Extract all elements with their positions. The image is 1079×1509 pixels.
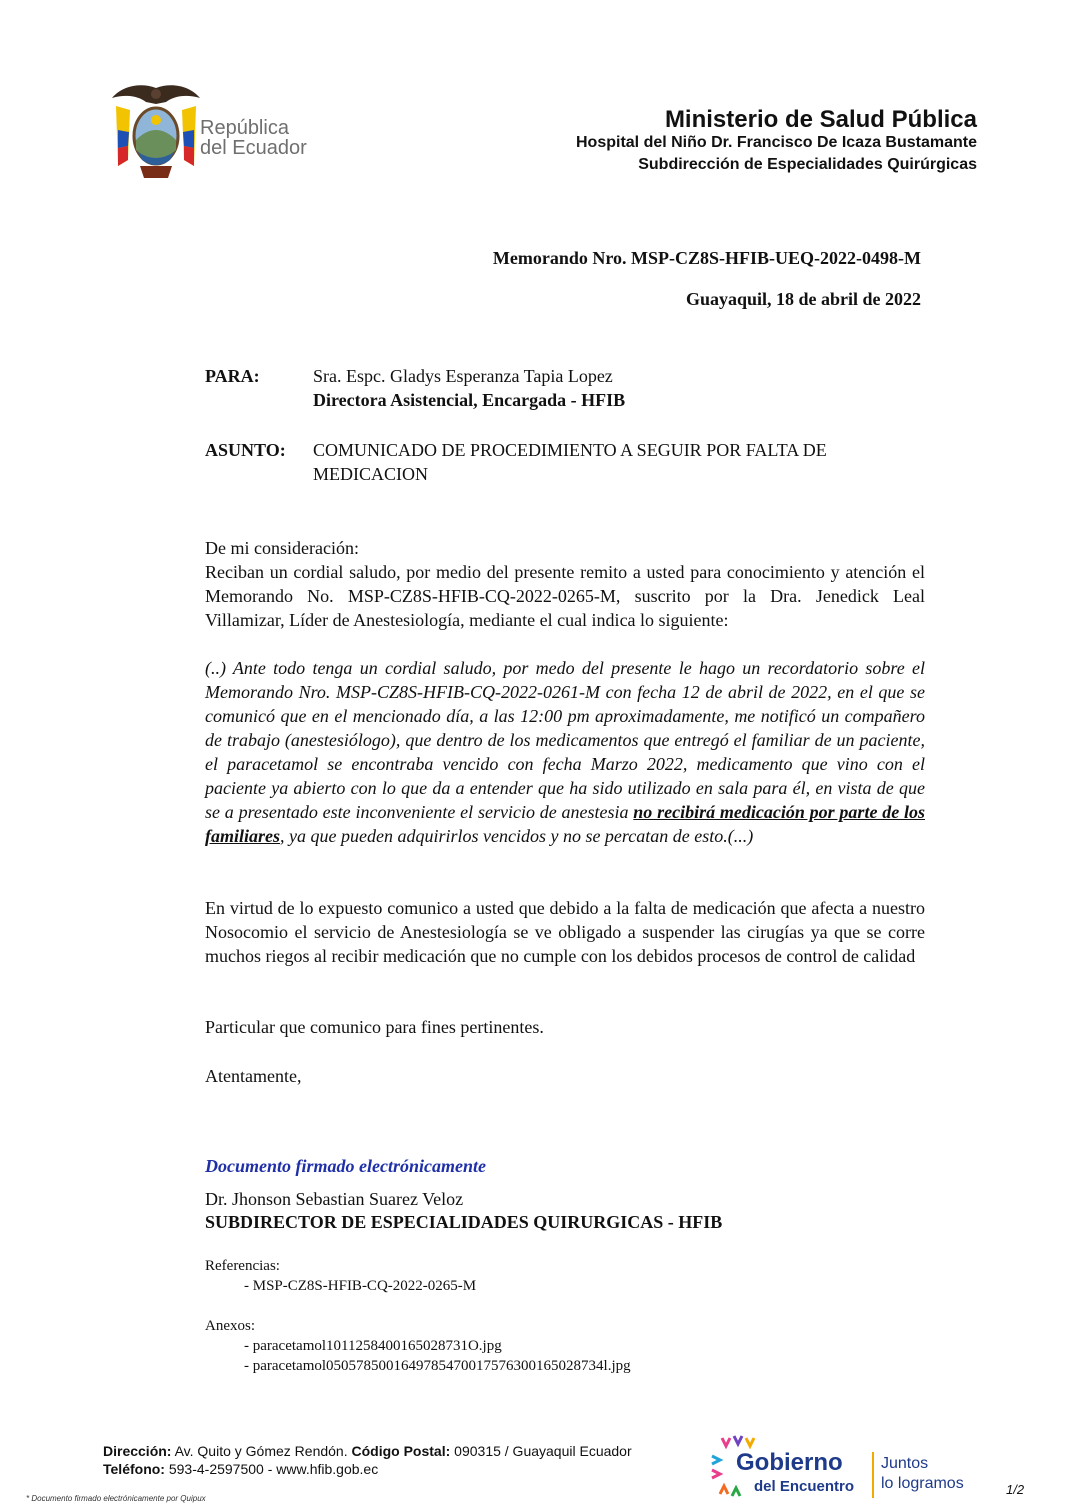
body-intro bbox=[205, 536, 925, 632]
postal-value: 090315 / Guayaquil Ecuador bbox=[454, 1443, 632, 1459]
footer-address bbox=[103, 1442, 632, 1460]
logo-divider bbox=[872, 1452, 874, 1498]
address-label: Dirección: bbox=[103, 1443, 172, 1459]
recipient-name: Sra. Espc. Gladys Esperanza Tapia Lopez bbox=[313, 366, 613, 386]
recipient-block bbox=[313, 364, 913, 412]
postal-label: Código Postal: bbox=[351, 1443, 451, 1459]
country-line-1: República bbox=[200, 117, 289, 139]
intro-paragraph: Reciban un cordial saludo, por medio del presente remito a usted para conocimiento y atención el Memorando No. MSP-CZ8S-HFIB-CQ-2022-0265-M, suscrito por la Dra. Jenedick Leal Villamizar, Líder de Anestesiología, mediante el cual indica lo siguiente: bbox=[205, 562, 925, 630]
footer-phone bbox=[103, 1460, 378, 1478]
phone-label: Teléfono: bbox=[103, 1461, 165, 1477]
gov-slogan-line-2: lo logramos bbox=[881, 1475, 964, 1492]
quoted-memo bbox=[205, 656, 925, 848]
gov-slogan-line-1: Juntos bbox=[881, 1455, 929, 1472]
subject-text: COMUNICADO DE PROCEDIMIENTO A SEGUIR POR FALTA DE MEDICACION bbox=[313, 440, 827, 484]
subdirection-name: Subdirección de Especialidades Quirúrgicas bbox=[638, 156, 977, 173]
country-name bbox=[200, 118, 307, 158]
country-line-2: del Ecuador bbox=[200, 137, 307, 159]
ministry-name: Ministerio de Salud Pública bbox=[664, 106, 977, 133]
hospital-name: Hospital del Niño Dr. Francisco De Icaza Bustamante bbox=[576, 134, 977, 151]
gobierno-del-encuentro-logo bbox=[708, 1434, 978, 1504]
greeting: De mi consideración: bbox=[205, 538, 359, 558]
ecuador-coat-of-arms-icon bbox=[110, 80, 202, 182]
memo-number: Memorando Nro. MSP-CZ8S-HFIB-UEQ-2022-0498-M bbox=[492, 248, 921, 268]
signer-name: Dr. Jhonson Sebastian Suarez Veloz bbox=[205, 1189, 464, 1209]
paragraph-3: Particular que comunico para fines pertinentes. bbox=[205, 1017, 544, 1037]
subject-label: ASUNTO: bbox=[205, 440, 286, 460]
quote-part-2: , ya que pueden adquirirlos vencidos y no se percatan de esto.(...) bbox=[280, 826, 754, 846]
address-value: Av. Quito y Gómez Rendón. bbox=[174, 1443, 348, 1459]
recipient-label: PARA: bbox=[205, 366, 260, 386]
annex-item: - paracetamol1011258400165028731O.jpg bbox=[244, 1338, 502, 1354]
annexes-label: Anexos: bbox=[205, 1318, 255, 1334]
quipux-note: * Documento firmado electrónicamente por Quipux bbox=[26, 1494, 206, 1503]
gov-slogan bbox=[881, 1454, 964, 1494]
quote-emphasis: no recibirá medicación por parte de los familiares bbox=[205, 802, 925, 846]
phone-value: 593-4-2597500 - www.hfib.gob.ec bbox=[168, 1461, 379, 1477]
gov-logo-line-2: del Encuentro bbox=[754, 1478, 855, 1495]
reference-item: - MSP-CZ8S-HFIB-CQ-2022-0265-M bbox=[244, 1278, 477, 1294]
signer-title: SUBDIRECTOR DE ESPECIALIDADES QUIRURGICAS - HFIB bbox=[205, 1212, 723, 1232]
page-number: 1/2 bbox=[1006, 1482, 1025, 1497]
recipient-title: Directora Asistencial, Encargada - HFIB bbox=[313, 390, 626, 410]
references-label: Referencias: bbox=[205, 1258, 280, 1274]
memo-date: Guayaquil, 18 de abril de 2022 bbox=[685, 289, 921, 309]
gov-logo-line-1: Gobierno bbox=[736, 1449, 843, 1476]
annex-item: - paracetamol0505785001649785470017576300165028734l.jpg bbox=[244, 1358, 631, 1374]
paragraph-2: En virtud de lo expuesto comunico a usted que debido a la falta de medicación que afecta a nuestro Nosocomio el servicio de Anestesiología se ve obligado a suspender las cirugías ya que se corre muchos riegos al recibir medicación que no cumple con los debidos procesos de control de calidad bbox=[205, 898, 925, 966]
electronic-signature-note: Documento firmado electrónicamente bbox=[205, 1156, 486, 1176]
quote-part-1: (..) Ante todo tenga un cordial saludo, por medo del presente le hago un recordatorio sobre el Memorando Nro. MSP-CZ8S-HFIB-CQ-2022-0261-M con fecha 12 de abril de 2022, en el que se comunicó que en el mencionado día, a las 12:00 pm aproximadamente, me notificó un compañero de trabajo (anestesiólogo), que dentro de los medicamentos que entregó el familiar de un paciente, el paracetamol se encontraba vencido con fecha Marzo 2022, medicamento que vino con el paciente ya abierto con lo que da a entender que ha sido utilizado en sala para él, en vista de que se a presentado este inconveniente el servicio de anestesia bbox=[205, 658, 925, 822]
closing: Atentamente, bbox=[205, 1066, 302, 1086]
